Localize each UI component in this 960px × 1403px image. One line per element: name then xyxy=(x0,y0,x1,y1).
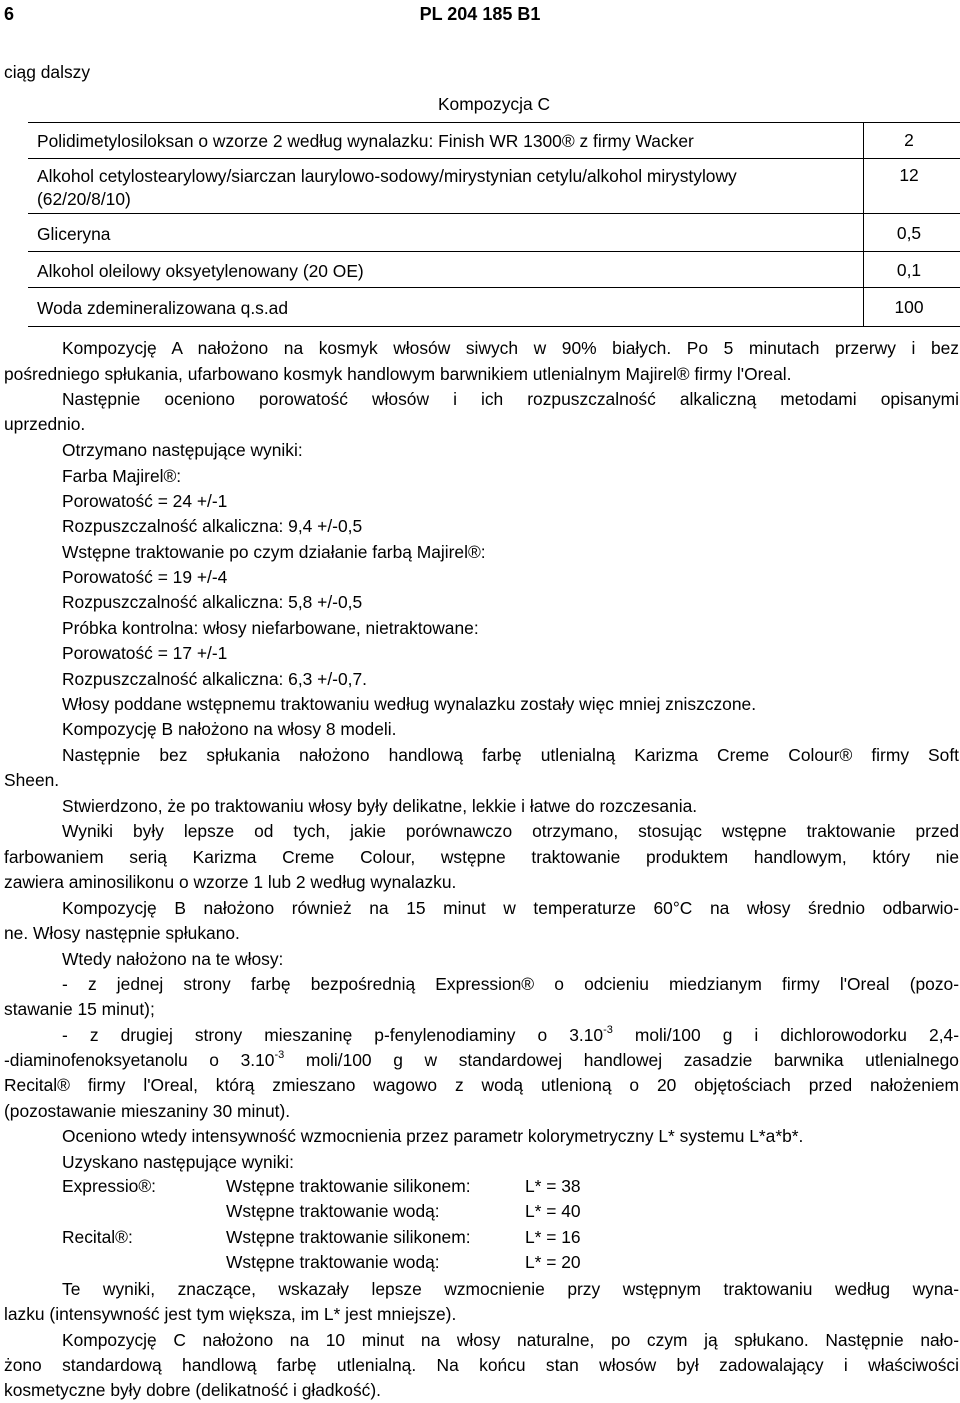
patent-id: PL 204 185 B1 xyxy=(419,4,541,24)
table-row xyxy=(28,251,960,288)
paragraph-line: Recital® firmy l'Oreal, którą zmieszano wagowo z wodą utlenioną o 20 objętościach przed nałożeniem xyxy=(4,1075,959,1095)
result-value: L* = 40 xyxy=(525,1201,581,1221)
ingredient-name: Gliceryna xyxy=(37,224,111,244)
paragraph-line: Te wyniki, znaczące, wskazały lepsze wzmocnienie przy wstępnym traktowaniu według wyna- xyxy=(62,1279,959,1299)
superscript: -3 xyxy=(274,1049,285,1061)
table-row xyxy=(28,122,960,159)
ingredient-value: 0,5 xyxy=(896,223,922,243)
result-product: Recital®: xyxy=(62,1227,133,1247)
text-run: moli/100 g i dichlorowodorku 2,4- xyxy=(612,1025,959,1045)
paragraph-line: kosmetyczne były dobre (delikatność i gładkość). xyxy=(4,1380,381,1400)
result-line: Porowatość = 24 +/-1 xyxy=(62,491,228,511)
table-row xyxy=(28,213,960,252)
paragraph-line: lazku (intensywność jest tym większa, im L* jest mniejsze). xyxy=(4,1304,457,1324)
ingredient-name: Alkohol cetylostearylowy/siarczan laurylowo-sodowy/mirystynian cetylu/alkohol mirystylowy xyxy=(37,166,737,186)
result-value: L* = 20 xyxy=(525,1252,581,1272)
paragraph-line: zawiera aminosilikonu o wzorze 1 lub 2 według wynalazku. xyxy=(4,872,457,892)
ingredient-name: Alkohol oleilowy oksyetylenowany (20 OE) xyxy=(37,261,364,281)
paragraph-line: (pozostawanie mieszaniny 30 minut). xyxy=(4,1101,291,1121)
text-run: -diaminofenoksyetanolu o 3.10 xyxy=(4,1050,275,1070)
paragraph-line: Następnie oceniono porowatość włosów i ich rozpuszczalność alkaliczną metodami opisanymi xyxy=(62,389,959,409)
result-line: Rozpuszczalność alkaliczna: 5,8 +/-0,5 xyxy=(62,592,363,612)
table-title: Kompozycja C xyxy=(437,94,551,114)
paragraph-line: Włosy poddane wstępnemu traktowaniu według wynalazku zostały więc mniej zniszczone. xyxy=(62,694,757,714)
table-row xyxy=(28,287,960,327)
paragraph-line: pośredniego spłukania, ufarbowano kosmyk handlowym barwnikiem utlenialnym Majirel® firmy l'Oreal. xyxy=(4,364,792,384)
paragraph-line: Sheen. xyxy=(4,770,60,790)
paragraph-line: Wyniki były lepsze od tych, jakie porównawczo otrzymano, stosując wstępne traktowanie przed xyxy=(62,821,959,841)
paragraph-line: - z jednej strony farbę bezpośrednią Expression® o odcieniu miedzianym firmy l'Oreal (pozo- xyxy=(62,974,959,994)
paragraph-line: farbowaniem serią Karizma Creme Colour, wstępne traktowanie produktem handlowym, który nie xyxy=(4,847,959,867)
continued-label: ciąg dalszy xyxy=(4,62,91,82)
result-treatment: Wstępne traktowanie silikonem: xyxy=(226,1227,471,1247)
result-value: L* = 38 xyxy=(525,1176,581,1196)
result-line: Próbka kontrolna: włosy niefarbowane, nietraktowane: xyxy=(62,618,479,638)
ingredient-name: Woda zdemineralizowana q.s.ad xyxy=(37,298,289,318)
text-run: - z drugiej strony mieszaninę p-fenylenodiaminy o 3.10 xyxy=(62,1025,604,1045)
results-intro: Otrzymano następujące wyniki: xyxy=(62,440,303,460)
paragraph-line: Kompozycję C nałożono na 10 minut na włosy naturalne, po czym ją spłukano. Następnie nało- xyxy=(62,1330,959,1350)
paragraph-line: stawanie 15 minut); xyxy=(4,999,155,1019)
paragraph-line: Oceniono wtedy intensywność wzmocnienia przez parametr kolorymetryczny L* systemu L*a*b*. xyxy=(62,1126,804,1146)
result-line: Porowatość = 17 +/-1 xyxy=(62,643,228,663)
table-divider xyxy=(863,122,864,326)
ingredient-value: 12 xyxy=(899,165,919,185)
paragraph-line: Kompozycję A nałożono na kosmyk włosów siwych w 90% białych. Po 5 minutach przerwy i bez xyxy=(62,338,959,358)
ingredient-value: 100 xyxy=(894,297,924,317)
paragraph-line: Następnie bez spłukania nałożono handlową farbę utlenialną Karizma Creme Colour® firmy Soft xyxy=(62,745,959,765)
result-treatment: Wstępne traktowanie silikonem: xyxy=(226,1176,471,1196)
paragraph-line: Kompozycję B nałożono również na 15 minut w temperaturze 60°C na włosy średnio odbarwio- xyxy=(62,898,959,918)
ingredient-value: 0,1 xyxy=(896,260,922,280)
result-product: Expressio®: xyxy=(62,1176,157,1196)
result-line: Porowatość = 19 +/-4 xyxy=(62,567,228,587)
paragraph-line: ne. Włosy następnie spłukano. xyxy=(4,923,240,943)
result-line: Rozpuszczalność alkaliczna: 9,4 +/-0,5 xyxy=(62,516,363,536)
ingredient-value: 2 xyxy=(904,130,914,150)
paragraph-line xyxy=(4,1023,959,1048)
table-row xyxy=(28,158,960,214)
paragraph-line: uprzednio. xyxy=(4,414,86,434)
superscript: -3 xyxy=(603,1024,613,1036)
result-treatment: Wstępne traktowanie wodą: xyxy=(226,1252,440,1272)
ingredient-name: Polidimetylosiloksan o wzorze 2 według wynalazku: Finish WR 1300® z firmy Wacker xyxy=(37,131,694,151)
result-line: Wstępne traktowanie po czym działanie farbą Majirel®: xyxy=(62,542,486,562)
ingredient-name-cont: (62/20/8/10) xyxy=(37,189,131,209)
page-number: 6 xyxy=(4,4,15,24)
paragraph-line: Kompozycję B nałożono na włosy 8 modeli. xyxy=(62,719,397,739)
result-value: L* = 16 xyxy=(525,1227,581,1247)
paragraph-line: Stwierdzono, że po traktowaniu włosy były delikatne, lekkie i łatwe do rozczesania. xyxy=(62,796,698,816)
text-run: moli/100 g w standardowej handlowej zasadzie barwnika utlenialnego xyxy=(284,1050,959,1070)
result-treatment: Wstępne traktowanie wodą: xyxy=(226,1201,440,1221)
paragraph-line: Uzyskano następujące wyniki: xyxy=(62,1152,294,1172)
paragraph-line: żono standardową handlową farbę utlenialną. Na końcu stan włosów był zadowalający i właściwości xyxy=(4,1355,959,1375)
result-line: Rozpuszczalność alkaliczna: 6,3 +/-0,7. xyxy=(62,669,367,689)
result-line: Farba Majirel®: xyxy=(62,466,182,486)
paragraph-line xyxy=(4,1048,959,1073)
paragraph-line: Wtedy nałożono na te włosy: xyxy=(62,949,284,969)
